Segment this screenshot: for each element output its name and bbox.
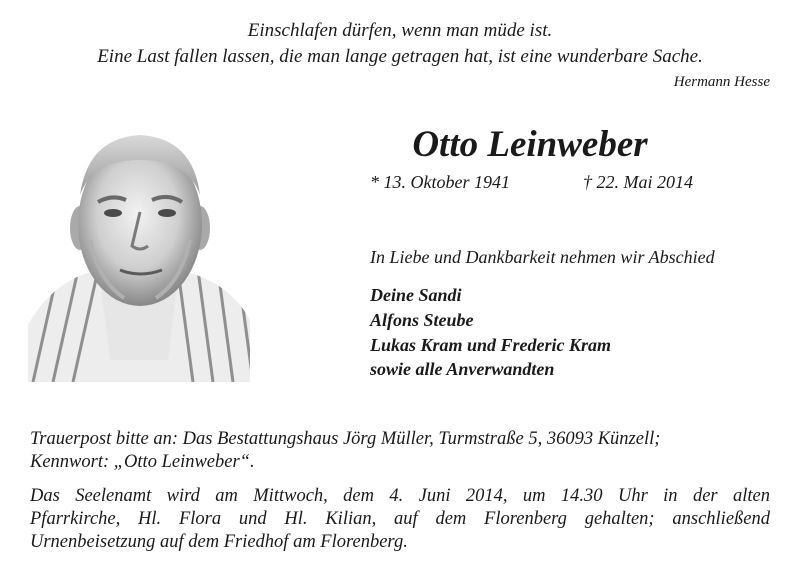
condolence-address: Trauerpost bitte an: Das Bestattungshaus Jörg Müller, Turmstraße 5, 36093 Künzell; (30, 429, 661, 449)
mourner-name: Alfons Steube (370, 310, 474, 330)
condolence-keyword: Kennwort: „Otto Leinweber“. (30, 452, 255, 472)
mourner-name: sowie alle Anverwandten (370, 359, 555, 379)
service-text-line: Das Seelenamt wird am Mittwoch, dem 4. Juni 2014, um 14.30 Uhr in der alten (30, 486, 770, 506)
death-date: † 22. Mai 2014 (583, 172, 693, 192)
service-text-line: Urnenbeisetzung auf dem Friedhof am Florenberg. (30, 532, 408, 552)
service-text-line: Pfarrkirche, Hl. Flora und Hl. Kilian, auf dem Florenberg gehalten; anschließend (30, 509, 770, 529)
quote-line-1: Einschlafen dürfen, wenn man müde ist. (247, 20, 553, 41)
quote-author: Hermann Hesse (673, 74, 770, 90)
birth-date: * 13. Oktober 1941 (370, 172, 510, 192)
mourner-name: Lukas Kram und Frederic Kram (370, 335, 612, 355)
farewell-text: In Liebe und Dankbarkeit nehmen wir Abschied (370, 247, 715, 267)
portrait-photo (28, 120, 250, 382)
quote-line-2: Eine Last fallen lassen, die man lange getragen hat, ist eine wunderbare Sache. (97, 46, 703, 67)
mourner-name: Deine Sandi (370, 285, 462, 305)
deceased-name: Otto Leinweber (412, 124, 648, 165)
